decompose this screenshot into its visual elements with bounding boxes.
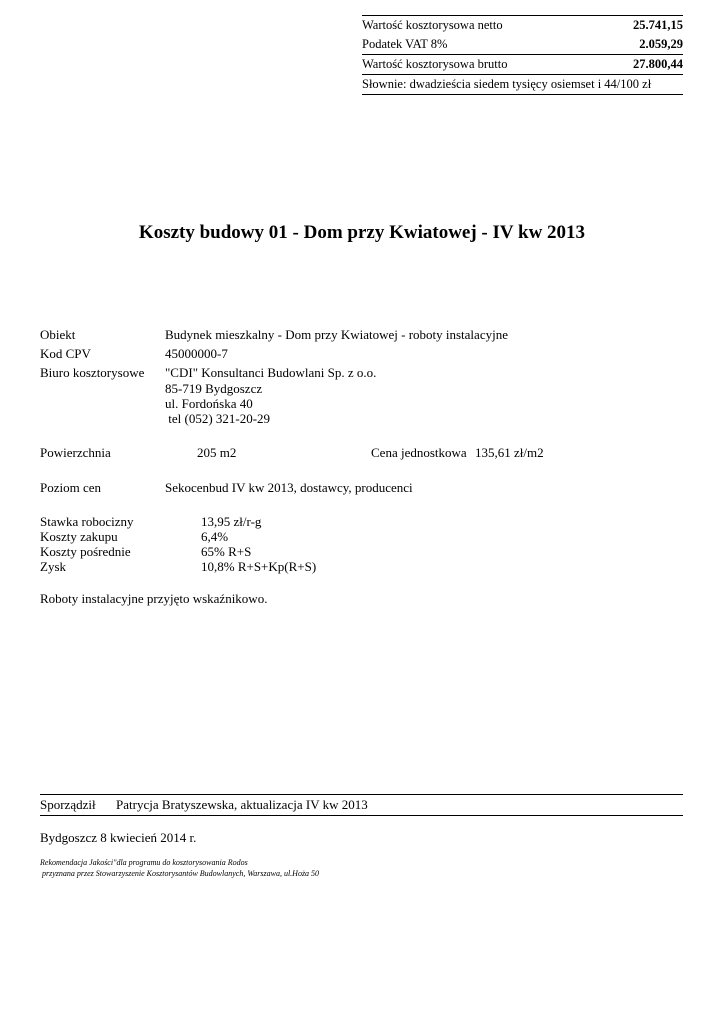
footer-line-1: Rekomendacja Jakości"dla programu do kosztorysowania Rodos [40,858,248,867]
netto-label: Wartość kosztorysowa netto [362,18,503,32]
biuro-label: Biuro kosztorysowe [40,365,145,380]
netto-value: 25.741,15 [633,18,683,32]
poziom-value: Sekocenbud IV kw 2013, dostawcy, producenci [165,480,413,495]
vat-value: 2.059,29 [639,37,683,51]
obiekt-label: Obiekt [40,327,76,342]
brutto-row [362,55,683,74]
document-title: Koszty budowy 01 - Dom przy Kwiatowej - IV kw 2013 [138,222,586,243]
prepared-top-rule [40,794,683,795]
prepared-bottom-rule [40,815,683,816]
vat-row [362,35,683,54]
vat-label: Podatek VAT 8% [362,37,448,51]
prepared-value: Patrycja Bratyszewska, aktualizacja IV kw 2013 [116,797,368,812]
poziom-label: Poziom cen [40,480,102,495]
footer-line-2: przyznana przez Stowarzyszenie Kosztorysantów Budowlanych, Warszawa, ul.Hoża 50 [40,869,320,878]
obiekt-value: Budynek mieszkalny - Dom przy Kwiatowej - roboty instalacyjne [165,327,508,342]
brutto-value: 27.800,44 [633,57,683,71]
cpv-label: Kod CPV [40,346,91,361]
brutto-label: Wartość kosztorysowa brutto [362,57,508,71]
rate-value-purchase: 6,4% [201,529,229,544]
cost-summary [362,15,683,95]
cpv-value: 45000000-7 [165,346,228,361]
biuro-line-1: "CDI" Konsultanci Budowlani Sp. z o.o. [165,365,377,380]
note-text: Roboty instalacyjne przyjęto wskaźnikowo. [40,591,268,606]
biuro-line-2: 85-719 Bydgoszcz [165,381,263,396]
amount-in-words: Słownie: dwadzieścia siedem tysięcy osiemset i 44/100 zł [362,77,652,91]
rate-label-indirect: Koszty pośrednie [40,544,131,559]
powierzchnia-value: 205 m2 [197,445,237,460]
powierzchnia-label: Powierzchnia [40,445,111,460]
summary-bottom-rule [362,94,683,95]
rate-value-profit: 10,8% R+S+Kp(R+S) [201,559,317,574]
rate-value-labor: 13,95 zł/r-g [201,514,262,529]
rate-label-purchase: Koszty zakupu [40,529,118,544]
netto-row [362,16,683,35]
rate-label-labor: Stawka robocizny [40,514,134,529]
biuro-line-3: ul. Fordońska 40 [165,396,253,411]
cena-value: 135,61 zł/m2 [475,445,544,460]
prepared-label: Sporządził [40,797,96,812]
rate-label-profit: Zysk [40,559,66,574]
biuro-line-4: tel (052) 321-20-29 [165,411,271,426]
rate-value-indirect: 65% R+S [201,544,252,559]
place-date: Bydgoszcz 8 kwiecień 2014 r. [40,830,197,845]
cena-label: Cena jednostkowa [371,445,467,460]
